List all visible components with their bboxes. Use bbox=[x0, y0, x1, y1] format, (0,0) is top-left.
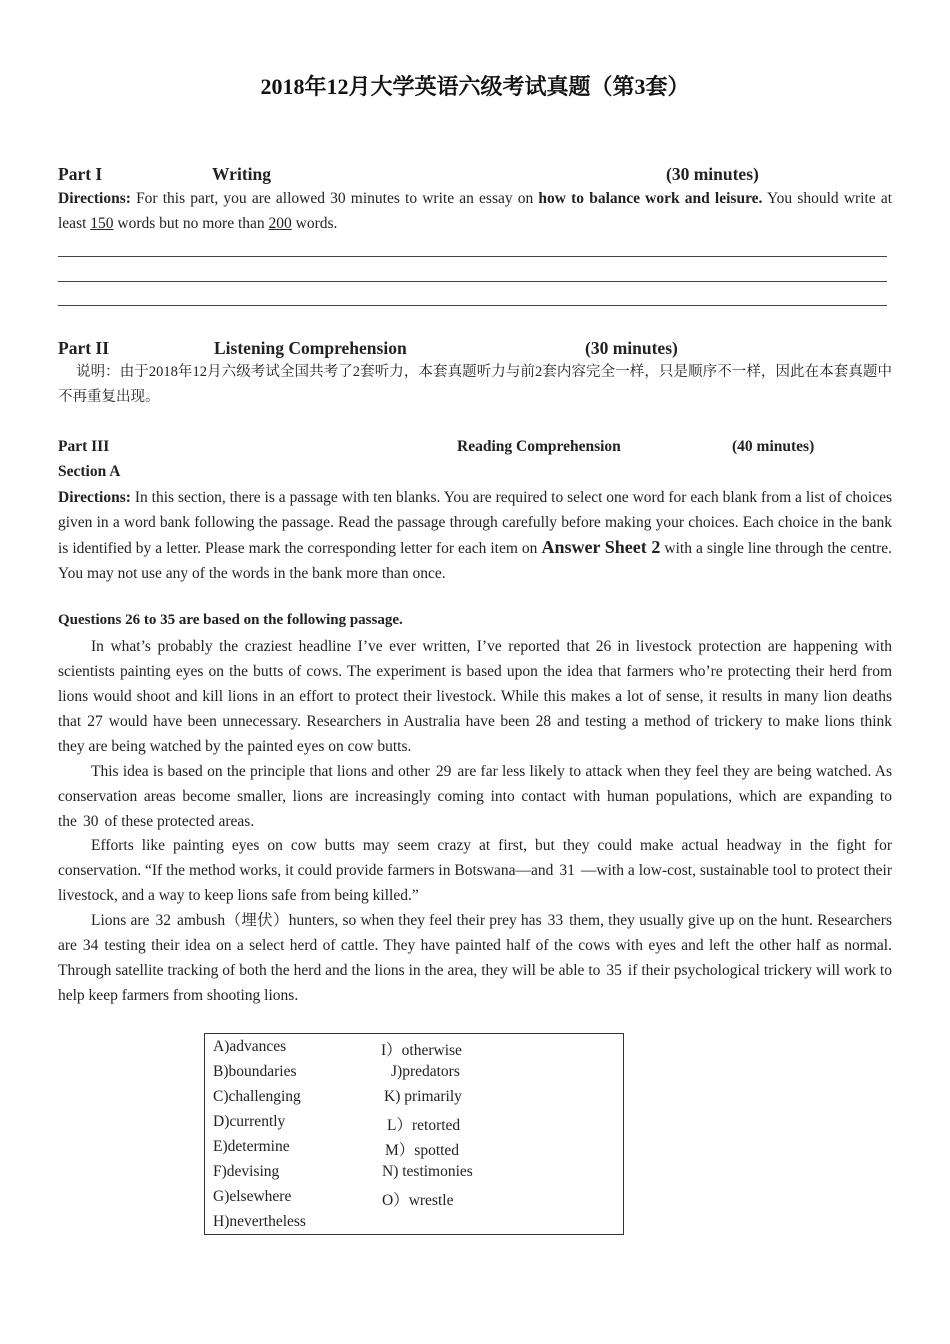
writing-line bbox=[58, 305, 887, 306]
passage-text: —with a low-cost, sustainable tool to protect their livestock, and a way to keep lions safe from being killed.” bbox=[58, 862, 892, 904]
passage-text: Efforts like painting eyes on cow butts may seem crazy at first, but they could make actual headway in the fight for conservation. “If the method works, it could provide farmers in Botswana—and bbox=[58, 837, 892, 879]
passage-text: testing their idea on a select herd of cattle. They have painted half of the cows with eyes and left the other half as normal. Through satellite tracking of both the herd and the lions in the area, they will be able to bbox=[58, 937, 892, 979]
answer-sheet-ref: Answer Sheet 2 bbox=[541, 537, 661, 557]
part1-time: (30 minutes) bbox=[666, 164, 759, 184]
essay-topic: how to balance work and leisure. bbox=[538, 190, 763, 207]
questions-heading: Questions 26 to 35 are based on the following passage. bbox=[58, 612, 403, 628]
blank-31: 31 bbox=[559, 862, 575, 879]
word-option: H)nevertheless bbox=[213, 1213, 306, 1230]
word-option: F)devising bbox=[213, 1163, 280, 1180]
max-words: 200 bbox=[268, 215, 292, 232]
passage-text: would have been unnecessary. Researchers in Australia have been bbox=[108, 713, 530, 730]
word-option: I）otherwise bbox=[381, 1042, 462, 1059]
writing-line bbox=[58, 281, 887, 282]
blank-28: 28 bbox=[535, 713, 552, 730]
word-bank bbox=[204, 1033, 624, 1235]
part3-name: Reading Comprehension bbox=[457, 438, 621, 455]
part2-name: Listening Comprehension bbox=[214, 338, 407, 358]
part2-label: Part II bbox=[58, 338, 110, 358]
page-title: 2018年12月大学英语六级考试真题（第3套） bbox=[260, 74, 690, 99]
part3-time: (40 minutes) bbox=[732, 438, 815, 455]
directions-label: Directions: bbox=[58, 489, 131, 506]
directions-text: For this part, you are allowed 30 minutes to write an essay on bbox=[136, 190, 534, 207]
passage-text: in livestock protection are happening with scientists painting eyes on the butts of cows. The experiment is based upon the idea that farmers who’re protecting their herd from lions would shoot and kill lions in an effort to protect their livestock. While this makes a lot of sense, it results in many lion deaths that bbox=[58, 638, 892, 730]
part1-label: Part I bbox=[58, 164, 103, 184]
word-option: D)currently bbox=[213, 1113, 286, 1130]
passage-paragraph-4 bbox=[58, 908, 892, 1008]
word-option: J)predators bbox=[391, 1063, 460, 1080]
blank-29: 29 bbox=[435, 763, 452, 780]
directions-text: In this section, there is a passage with ten blanks. You are required to select one word for each blank from a list of choices given in a word bank following the passage. Read the passage through carefully before making your choices. Each choice in the bank is identified by a letter. Please mark the corresponding letter for each item on bbox=[58, 489, 892, 557]
passage-text: In what’s probably the craziest headline I’ve ever written, I’ve reported that bbox=[91, 638, 590, 655]
word-option: M）spotted bbox=[385, 1142, 460, 1159]
passage-text: them, they usually give up on the hunt. Researchers are bbox=[58, 912, 892, 954]
blank-35: 35 bbox=[606, 962, 622, 979]
part2-note: 说明：由于2018年12月六级考试全国共考了2套听力，本套真题听力与前2套内容完全一样，只是顺序不一样，因此在本套真题中不再重复出现。 bbox=[58, 364, 892, 405]
part2-time: (30 minutes) bbox=[585, 338, 678, 358]
blank-32: 32 bbox=[155, 912, 171, 929]
part1-name: Writing bbox=[212, 164, 271, 184]
directions-text: You should write at least bbox=[58, 190, 892, 232]
passage-text: ambush（埋伏）hunters, so when they feel their prey has bbox=[176, 912, 542, 929]
directions-text: with a single line through the centre. You may not use any of the words in the bank more than once. bbox=[58, 540, 893, 582]
word-option: K) primarily bbox=[384, 1088, 462, 1105]
part3-label: Part III bbox=[58, 438, 110, 455]
passage-text: This idea is based on the principle that lions and other bbox=[91, 763, 430, 780]
directions-label: Directions: bbox=[58, 190, 131, 207]
passage-paragraph-1 bbox=[58, 634, 892, 759]
passage-text: Lions are bbox=[91, 912, 150, 929]
passage-paragraph-2 bbox=[58, 759, 892, 834]
passage-text: are far less likely to attack when they feel they are being watched. As conservation areas become smaller, lions are increasingly coming into contact with human populations, which are expanding to the bbox=[58, 763, 892, 830]
passage-text: if their psychological trickery will work to help keep farmers from shooting lions. bbox=[58, 962, 892, 1004]
word-option: C)challenging bbox=[213, 1088, 301, 1105]
directions-text: words but no more than bbox=[117, 215, 265, 232]
directions-text: words. bbox=[295, 215, 338, 232]
word-option: O）wrestle bbox=[382, 1192, 454, 1209]
blank-30: 30 bbox=[82, 813, 99, 830]
word-option: N) testimonies bbox=[382, 1163, 473, 1180]
blank-26: 26 bbox=[595, 638, 612, 655]
blank-33: 33 bbox=[547, 912, 564, 929]
word-option: G)elsewhere bbox=[213, 1188, 292, 1205]
word-option: E)determine bbox=[213, 1138, 290, 1155]
word-option: B)boundaries bbox=[213, 1063, 297, 1080]
blank-27: 27 bbox=[87, 713, 103, 730]
passage-text: and testing a method of trickery to make lions think they are being watched by the painted eyes on cow butts. bbox=[58, 713, 892, 755]
part1-directions bbox=[58, 186, 892, 236]
section-label: Section A bbox=[58, 463, 121, 480]
passage-paragraph-3 bbox=[58, 833, 892, 908]
passage-text: of these protected areas. bbox=[104, 813, 255, 830]
writing-line bbox=[58, 256, 887, 257]
word-option: A)advances bbox=[213, 1038, 287, 1055]
blank-34: 34 bbox=[82, 937, 99, 954]
word-option: L）retorted bbox=[387, 1117, 461, 1134]
part3-directions bbox=[58, 485, 892, 586]
min-words: 150 bbox=[90, 215, 114, 232]
